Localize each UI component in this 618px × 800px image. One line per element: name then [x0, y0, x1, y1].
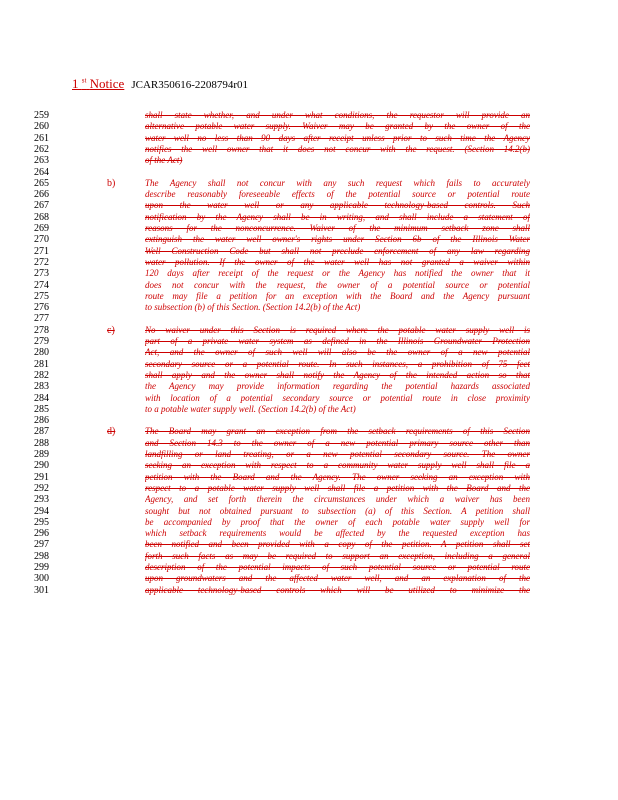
line-number: 285 [34, 403, 49, 415]
line-number: 297 [34, 539, 49, 551]
text-line: water pollution. If the owner of the water well has not granted a waiver within [145, 256, 530, 267]
line-number: 261 [34, 132, 49, 144]
line-number: 267 [34, 200, 49, 212]
text-line: alternative potable water supply. Waiver may be granted by the owner of the [145, 121, 530, 132]
line-number: 264 [34, 166, 49, 178]
text-line: seeking an exception with respect to a community water supply well shall file a [145, 460, 530, 471]
text-line: water well no less than 90 days after receipt unless prior to such time the Agency [145, 132, 530, 143]
text-line: notifies the well owner that it does not concur with the request. (Section 14.2(b) [145, 143, 530, 154]
text-line: description of the potential impacts of such potential source or potential route [145, 562, 530, 572]
line-number: 301 [34, 584, 49, 596]
text-line: which setback requirements would be affected by the requested exception has [145, 528, 530, 539]
text-line: respect to a potable water supply well shall file a petition with the Board and the [145, 482, 530, 493]
subsection-label: c) [107, 324, 115, 336]
text-line: upon the water well or any applicable technology-based controls. Such [145, 200, 530, 211]
line-number: 300 [34, 573, 49, 585]
text-line: does not concur with the request, the owner of a potential source or potential [145, 279, 530, 290]
line-number: 277 [34, 313, 49, 325]
line-number: 281 [34, 358, 49, 370]
text-line: applicable technology-based controls which will be utilized to minimize the [145, 584, 530, 595]
line-number: 271 [34, 245, 49, 257]
line-number: 286 [34, 415, 49, 427]
text-line: with location of a potential secondary source or potential route in close proximity [145, 392, 530, 403]
text-line: of the Act) [145, 155, 183, 166]
line-number: 299 [34, 562, 49, 573]
text-line: notification by the Agency shall be in writing, and shall include a statement of [145, 211, 530, 222]
text-line: part of a private water system as defined in the Illinois Groundwater Protection [145, 336, 530, 346]
text-line: Agency, and set forth therein the circumstances under which a waiver has been [145, 494, 530, 505]
line-number: 275 [34, 290, 49, 302]
line-number: 295 [34, 516, 49, 528]
line-number: 278 [34, 324, 49, 336]
line-number: 282 [34, 369, 49, 381]
line-number: 293 [34, 494, 49, 506]
subsection-label: b) [107, 177, 116, 189]
line-number: 296 [34, 528, 49, 540]
line-number: 289 [34, 449, 49, 460]
text-line: describe reasonably foreseeable effects of the potential source or potential route [145, 189, 530, 200]
notice-header [72, 76, 248, 92]
text-line: been notified and been provided with a copy of the petition. A petition shall set [145, 539, 530, 550]
text-line: The Agency shall not concur with any such request which fails to accurately [145, 177, 530, 188]
line-number: 284 [34, 392, 49, 404]
text-line: No waiver under this Section is required where the potable water supply well is [145, 324, 530, 335]
text-line: shall apply and the owner shall notify the Agency of the intended action so that [145, 369, 530, 380]
notice-label: 1 $^{st}$ Notice [72, 76, 125, 91]
line-number: 262 [34, 143, 49, 155]
line-number: 291 [34, 471, 49, 483]
text-line: forth such facts as may be required to support an exception, including a general [145, 550, 530, 561]
text-line: reasons for the nonconcurrence. Waiver of the minimum setback zone shall [145, 223, 530, 233]
line-number: 298 [34, 550, 49, 562]
subsection-label: d) [107, 426, 116, 438]
line-number: 270 [34, 234, 49, 246]
text-line: extinguish the water well owner's rights under Section 6b of the Illinois Water [145, 234, 530, 245]
line-number: 260 [34, 121, 49, 133]
text-line: petition with the Board and the Agency. The owner seeking an exception with [145, 471, 530, 482]
document-id: JCAR350616-2208794r01 [131, 79, 249, 91]
line-number: 272 [34, 256, 49, 268]
line-number: 287 [34, 426, 49, 438]
line-number: 266 [34, 189, 49, 201]
line-number: 269 [34, 223, 49, 234]
text-line: be accompanied by proof that the owner of each potable water supply well for [145, 516, 530, 527]
text-line: upon groundwaters and the affected water well, and an explanation of the [145, 573, 530, 584]
text-line: Act, and the owner of such well will also be the owner of a new potential [145, 347, 530, 358]
text-line: 120 days after receipt of the request or the Agency has notified the owner that it [145, 268, 530, 279]
line-number: 273 [34, 268, 49, 280]
line-number: 294 [34, 505, 49, 517]
line-number: 268 [34, 211, 49, 223]
line-number: 279 [34, 336, 49, 347]
line-number: 280 [34, 347, 49, 359]
text-line: landfilling or land treating, or a new potential secondary source. The owner [145, 449, 530, 459]
text-line: shall state whether, and under what conditions, the requestor will provide an [145, 110, 530, 120]
line-number: 274 [34, 279, 49, 291]
line-number: 283 [34, 381, 49, 393]
line-number: 288 [34, 437, 49, 449]
line-number: 276 [34, 302, 49, 314]
text-line: The Board may grant an exception from the setback requirements of this Section [145, 426, 530, 437]
line-number: 292 [34, 482, 49, 494]
text-line: and Section 14.3 to the owner of a new potential primary source other than [145, 437, 530, 448]
text-line: Well Construction Code but shall not preclude enforcement of any law regarding [145, 245, 530, 256]
line-number: 290 [34, 460, 49, 472]
text-line: sought but not obtained pursuant to subsection (a) of this Section. A petition shall [145, 505, 530, 516]
line-number: 265 [34, 177, 49, 189]
line-number: 259 [34, 110, 49, 121]
text-line: secondary source or a potential route. In such instances, a prohibition of 75 feet [145, 358, 530, 369]
text-line: to a potable water supply well. (Section 14.2(b) of the Act) [145, 403, 356, 414]
text-line: to subsection (b) of this Section. (Section 14.2(b) of the Act) [145, 302, 361, 313]
line-number: 263 [34, 155, 49, 167]
text-line: the Agency may provide information regarding the potential hazards associated [145, 381, 530, 392]
text-line: route may file a petition for an exception with the Board and the Agency pursuant [145, 290, 530, 301]
